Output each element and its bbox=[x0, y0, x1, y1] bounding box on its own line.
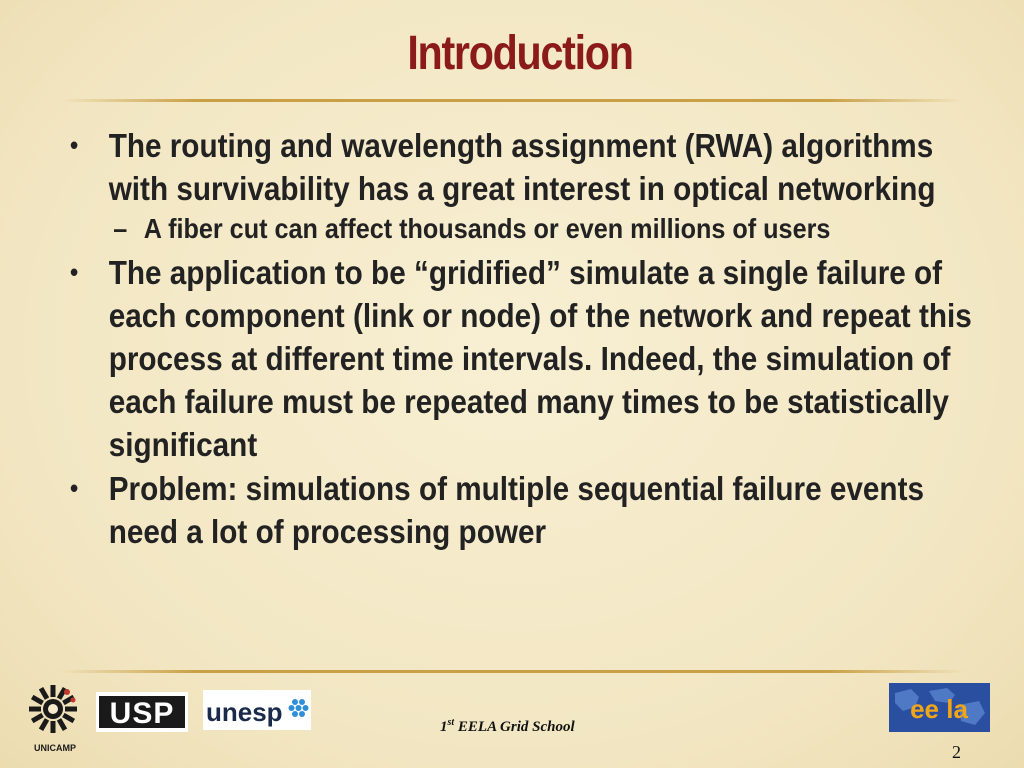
school-ordinal-suffix: st bbox=[447, 717, 455, 728]
footer-divider bbox=[60, 670, 964, 673]
unesp-logo-text: unesp bbox=[206, 697, 283, 727]
bullet-text: The routing and wavelength assignment (RWA) algorithms with survivability has a great interest in optical networking bbox=[108, 127, 936, 207]
school-label bbox=[440, 717, 575, 736]
unicamp-logo bbox=[22, 683, 88, 755]
title-divider bbox=[60, 99, 964, 102]
bullet-mark: • bbox=[70, 130, 79, 160]
sub-bullet-mark: – bbox=[113, 213, 128, 244]
school-name: EELA Grid School bbox=[454, 719, 575, 735]
bullet-item bbox=[70, 124, 988, 210]
usp-logo-text: USP bbox=[109, 697, 175, 730]
bullet-list bbox=[70, 124, 988, 554]
slide-title: Introduction bbox=[407, 27, 633, 80]
bullet-mark: • bbox=[70, 473, 79, 503]
usp-logo bbox=[96, 692, 188, 732]
sub-bullet-text: A fiber cut can affect thousands or even millions of users bbox=[143, 213, 831, 244]
unicamp-logo-text: UNICAMP bbox=[34, 743, 76, 753]
bullet-item bbox=[70, 251, 988, 466]
bullet-mark: • bbox=[70, 257, 79, 287]
bullet-item bbox=[70, 467, 988, 553]
eela-logo-text: ee la bbox=[910, 694, 968, 724]
eela-logo bbox=[889, 683, 990, 732]
sub-bullet-item bbox=[113, 211, 988, 247]
bullet-text: The application to be “gridified” simulate a single failure of each component (link or node) of the network and repeat this process at different time intervals. Indeed, the simulation of each failure must be repeated many times to be statistically significant bbox=[108, 254, 972, 463]
school-ordinal: 1 bbox=[440, 719, 448, 735]
page-number: 2 bbox=[952, 742, 961, 762]
unesp-logo bbox=[203, 690, 311, 730]
bullet-text: Problem: simulations of multiple sequential failure events need a lot of processing power bbox=[108, 470, 924, 550]
